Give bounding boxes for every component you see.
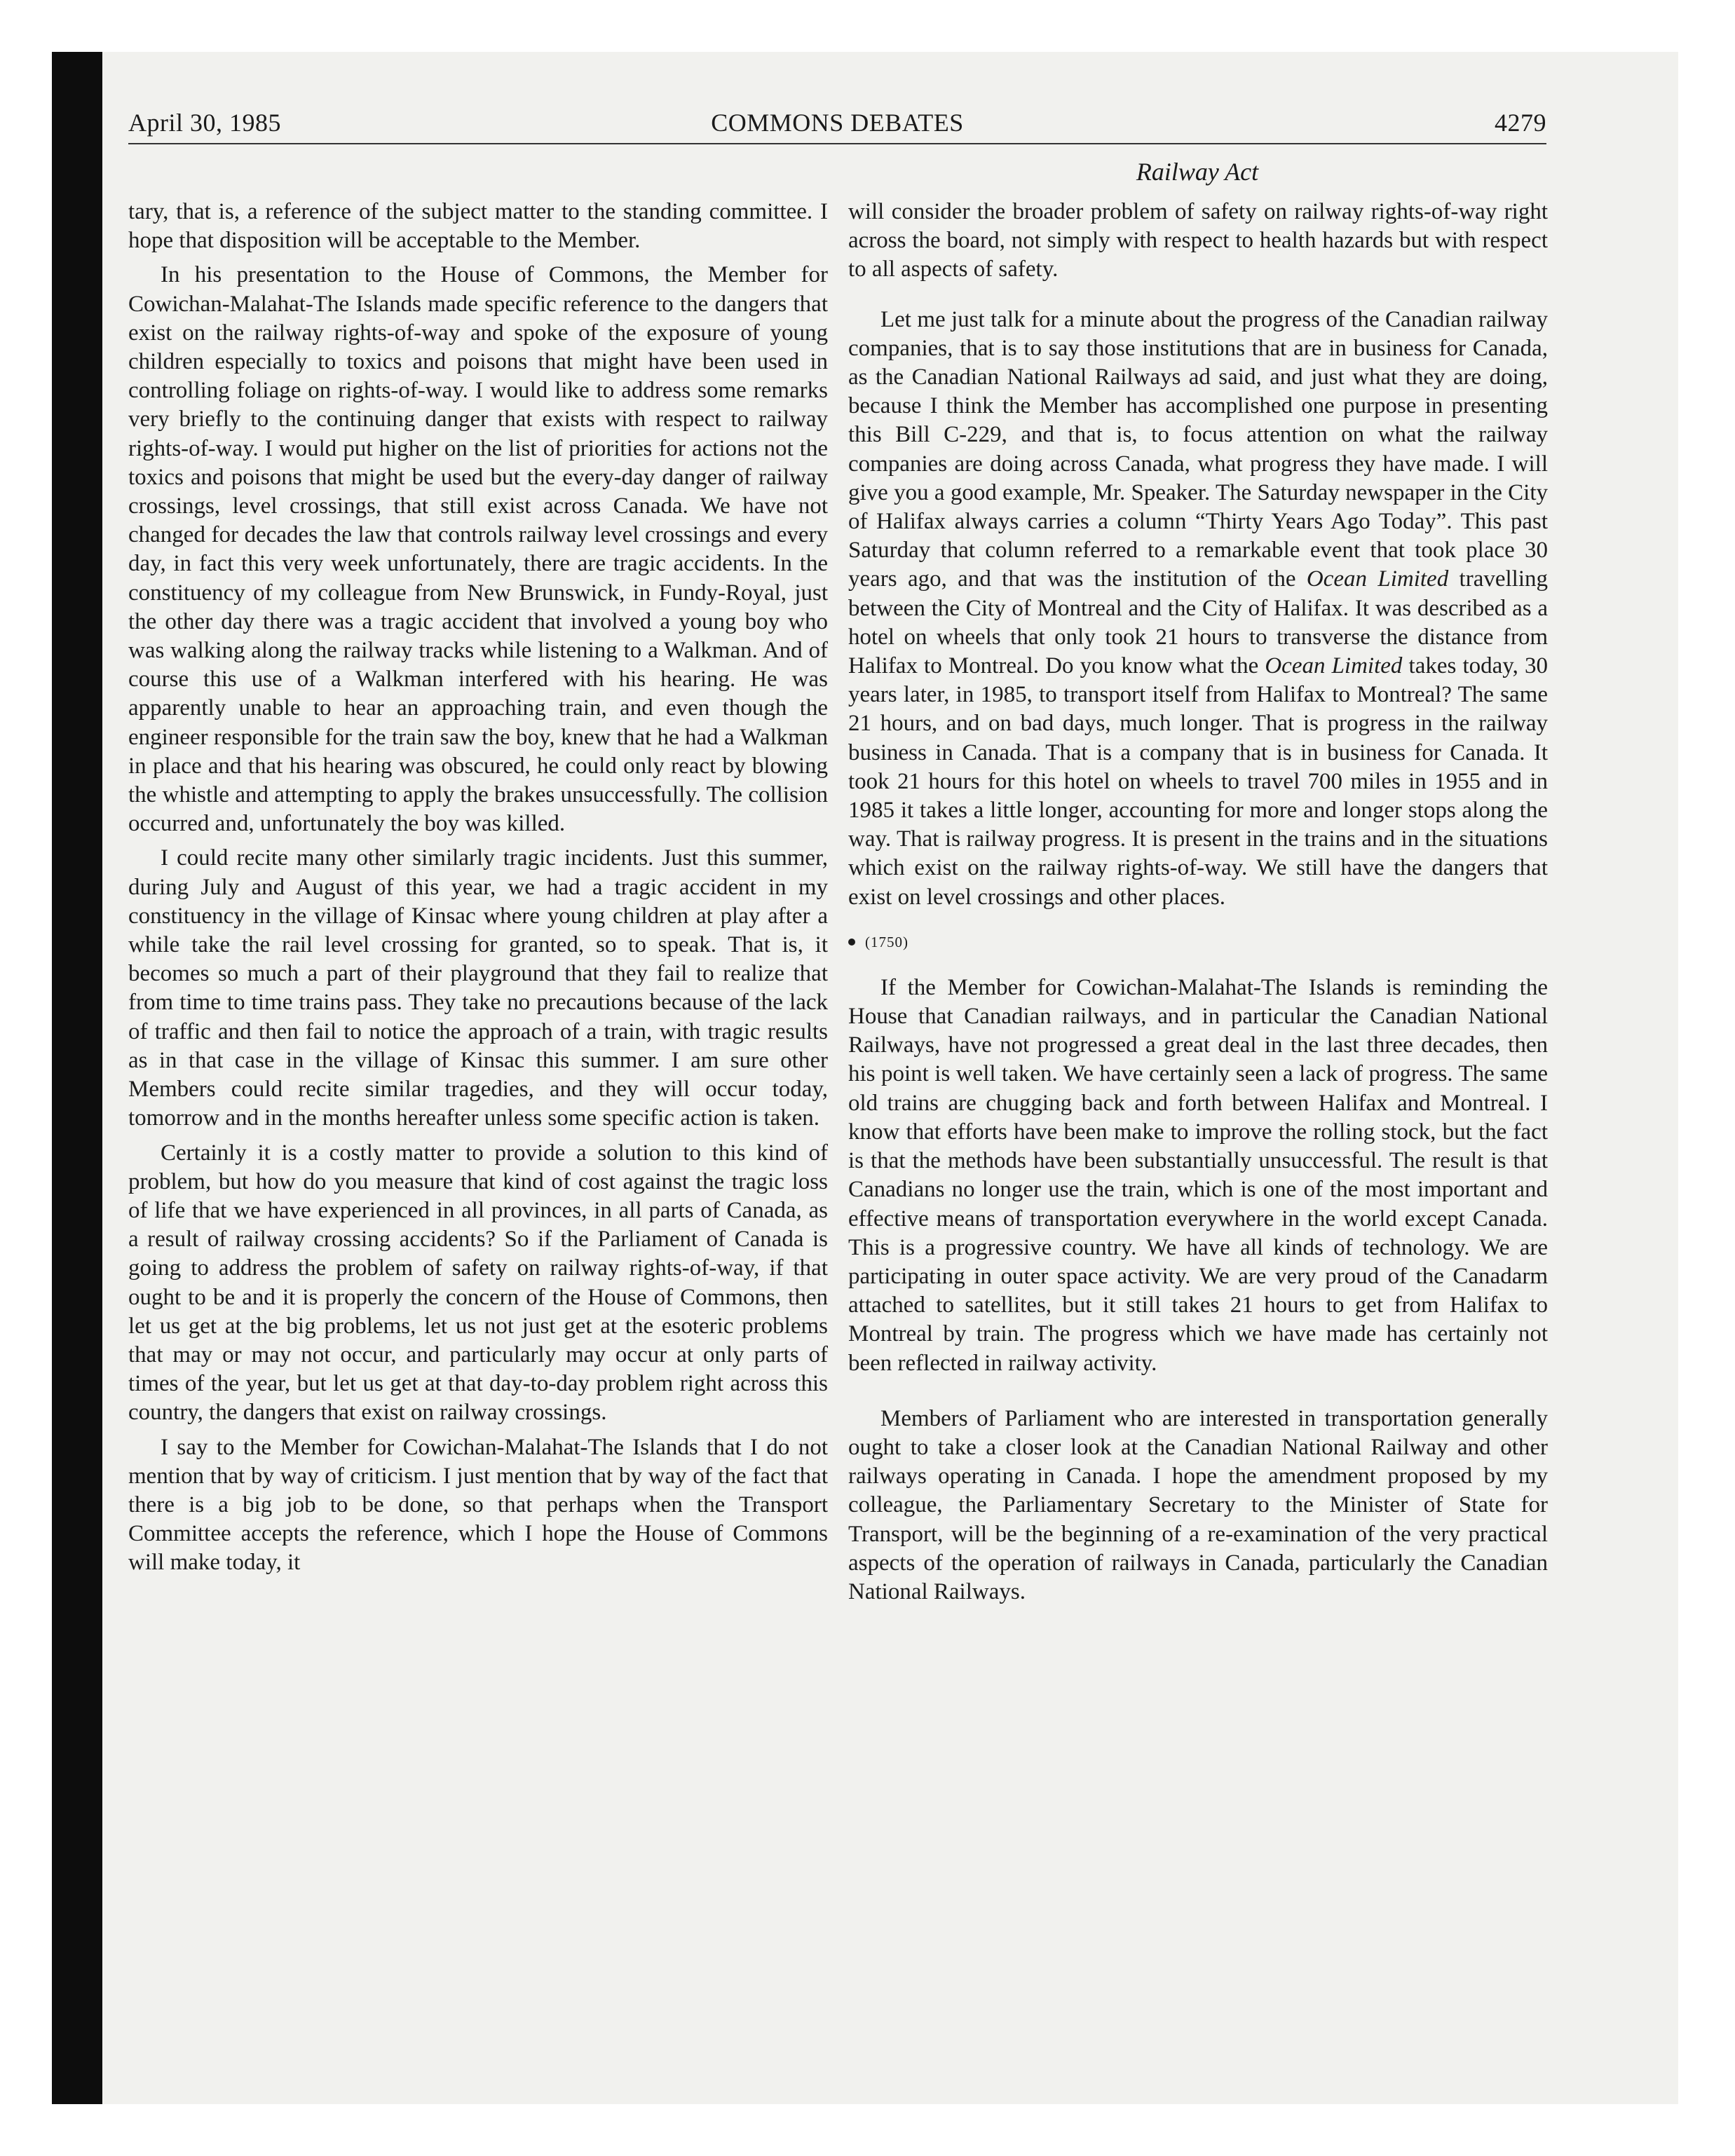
left-paragraph-3: I could recite many other similarly tragic incidents. Just this summer, during July and August of this year, we had a tragic accident in my constituency in the village of Kinsac where young children at play after a while take the rail level crossing for granted, so to speak. That is, it becomes so much a part of their playground that they fail to realize that from time to time trains pass. They take no precautions because of the lack of traffic and then fail to notice the approach of a train, with tragic results as in that case in the village of Kinsac this summer. I am sure other Members could recite similar tragedies, and they will occur today, tomorrow and in the months hereafter unless some specific action is taken. bbox=[128, 845, 828, 1131]
header-date: April 30, 1985 bbox=[128, 109, 281, 137]
right-paragraph-2-part-1: Let me just talk for a minute about the progress of the Canadian railway companies, that is to say those institutions that are in business for Canada, as the Canadian National Railways ad said, and just what they are doing, because I think the Member has accomplished one purpose in presenting this Bill C-229, and that is, to focus attention on what the railway companies are doing across Canada, what progress they have made. I will give you a good example, Mr. Speaker. The Saturday newspaper in the City of Halifax always carries a column “Thirty Years Ago Today”. This past Saturday that column referred to a remarkable event that took place 30 years ago, and that was the institution of the bbox=[848, 306, 1548, 592]
section-heading: Railway Act bbox=[1136, 158, 1259, 186]
right-paragraph-4: Members of Parliament who are interested in transportation generally ought to take a closer look at the Canadian National Railway and other railways operating in Canada. I hope the amendment proposed by my colleague, the Parliamentary Secretary to the Minister of State for Transport, will be the beginning of a re-examination of the very practical aspects of the operation of railways in Canada, particularly the Canadian National Railways. bbox=[848, 1405, 1548, 1604]
right-paragraph-2-part-3: takes today, 30 years later, in 1985, to transport itself from Halifax to Montreal? The same 21 hours, and on bad days, much longer. That is progress in the railway business in Canada. That is a company that is in business for Canada. It took 21 hours for this hotel on wheels to travel 700 miles in 1955 and in 1985 it takes a little longer, accounting for more and longer stops along the way. That is railway progress. It is present in the trains and in the situations which exist on the railway rights-of-way. We still have the dangers that exist on level crossings and other places. bbox=[848, 653, 1548, 910]
page-number: 4279 bbox=[1495, 109, 1546, 137]
header-rule bbox=[128, 143, 1546, 144]
right-column bbox=[848, 198, 1548, 1606]
train-name-italic: Ocean Limited bbox=[1265, 653, 1403, 679]
left-paragraph-4: Certainly it is a costly matter to provide a solution to this kind of problem, but how do you measure that kind of cost against the tragic loss of life that we have experienced in all provinces, in all parts of Canada, as a result of railway crossing accidents? So if the Parliament of Canada is going to address the problem of safety on railway rights-of-way, if that ought to be and it is properly the concern of the House of Commons, then let us get at the big problems, let us not just get at the esoteric problems that may or may not occur, and particularly may occur at only parts of times of the year, but let us get at that day-to-day problem right across this country, the dangers that exist on railway crossings. bbox=[128, 1140, 828, 1426]
train-name-italic: Ocean Limited bbox=[1306, 566, 1449, 592]
publication-title: COMMONS DEBATES bbox=[711, 109, 964, 137]
right-paragraph-2-part-2: travelling between the City of Montreal and the City of Halifax. It was described as a hotel on wheels that only took 21 hours to transverse the distance from Halifax to Montreal. Do you know what the bbox=[848, 566, 1548, 679]
time-marker bbox=[848, 932, 1548, 953]
right-paragraph-1: will consider the broader problem of safety on railway rights-of-way right across the board, not simply with respect to health hazards but with respect to all aspects of safety. bbox=[848, 199, 1548, 282]
right-paragraph-2 bbox=[848, 306, 1548, 912]
bullet-icon bbox=[848, 939, 855, 946]
left-column bbox=[128, 198, 828, 1578]
left-paragraph-5: I say to the Member for Cowichan-Malahat-The Islands that I do not mention that by way of criticism. I just mention that by way of the fact that there is a big job to be done, so that perhaps when the Transport Committee accepts the reference, which I hope the House of Commons will make today, it bbox=[128, 1434, 828, 1576]
running-header bbox=[128, 108, 1546, 147]
time-marker-text: (1750) bbox=[865, 933, 909, 950]
left-paragraph-2: In his presentation to the House of Commons, the Member for Cowichan-Malahat-The Islands made specific reference to the dangers that exist on the railway rights-of-way and spoke of the exposure of young children especially to toxics and poisons that might have been used in controlling foliage on rights-of-way. I would like to address some remarks very briefly to the continuing danger that exists with respect to railway rights-of-way. I would put higher on the list of priorities for actions not the toxics and poisons that might be used but the every-day danger of railway crossings, level crossings, that still exist across Canada. We have not changed for decades the law that controls railway level crossings and every day, in fact this very week unfortunately, there are tragic accidents. In the constituency of my colleague from New Brunswick, in Fundy-Royal, just the other day there was a tragic accident that involved a young boy who was walking along the railway tracks while listening to a Walkman. And of course this use of a Walkman interfered with his hearing. He was apparently unable to hear an approaching train, and even though the engineer responsible for the train saw the boy, knew that he had a Walkman in place and that his hearing was obscured, he could only react by blowing the whistle and attempting to apply the brakes unsuccessfully. The collision occurred and, unfortunately the boy was killed. bbox=[128, 262, 828, 837]
right-paragraph-3: If the Member for Cowichan-Malahat-The Islands is reminding the House that Canadian railways, and in particular the Canadian National Railways, have not progressed a great deal in the last three decades, then his point is well taken. We have certainly seen a lack of progress. The same old trains are chugging back and forth between Halifax and Montreal. I know that efforts have been make to improve the rolling stock, but the fact is that the methods have been substantially unsuccessful. The result is that Canadians no longer use the train, which is one of the most important and effective means of transportation everywhere in the world except Canada. This is a progressive country. We have all kinds of technology. We are participating in outer space activity. We are very proud of the Canadarm attached to satellites, but it still takes 21 hours to get from Halifax to Montreal by train. The progress which we have made has certainly not been reflected in railway activity. bbox=[848, 974, 1548, 1376]
binding-shadow bbox=[52, 52, 102, 2104]
left-paragraph-1: tary, that is, a reference of the subject matter to the standing committee. I hope that disposition will be acceptable to the Member. bbox=[128, 199, 828, 254]
